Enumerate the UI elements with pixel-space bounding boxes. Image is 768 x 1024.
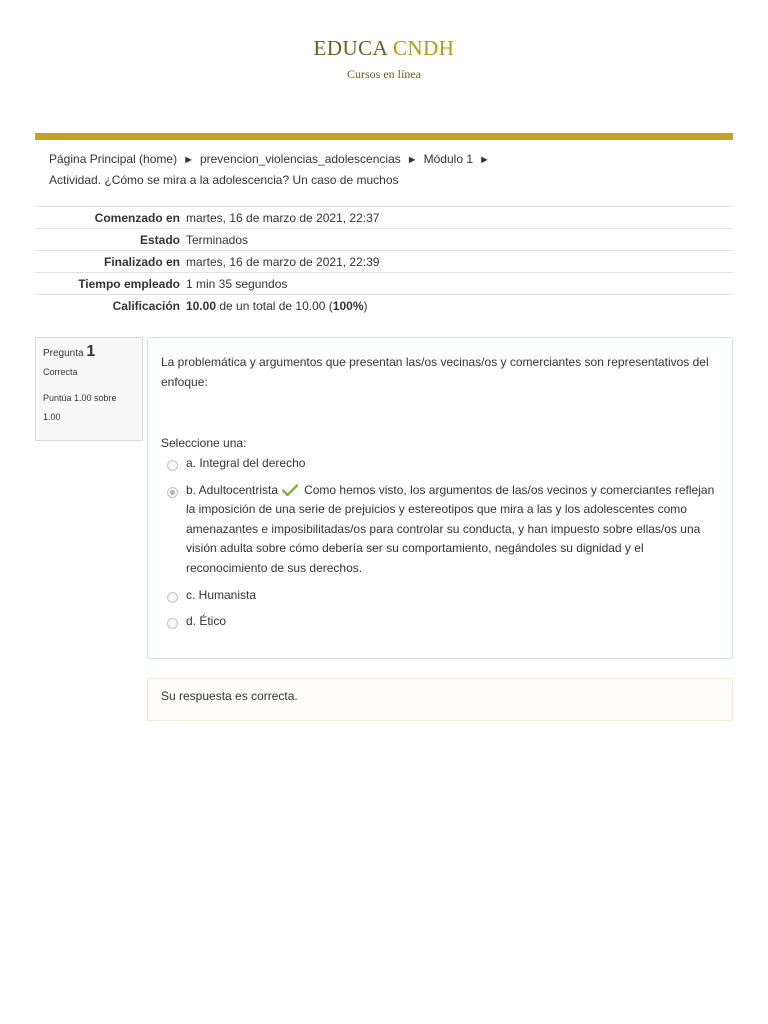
- radio-button[interactable]: [167, 592, 178, 603]
- answer-option-b[interactable]: [161, 481, 719, 579]
- site-header: [0, 0, 768, 134]
- summary-row-state: [35, 229, 733, 251]
- summary-value: 1 min 35 segundos: [186, 276, 288, 291]
- question-grade: Puntúa 1.00 sobre 1.00: [43, 393, 117, 422]
- breadcrumb: [49, 149, 729, 190]
- question-text: La problemática y argumentos que presentan las/os vecinas/os y comerciantes son representativos del enfoque:: [161, 355, 709, 389]
- summary-value: [186, 295, 733, 317]
- check-icon: [282, 484, 298, 496]
- answer-list: [161, 454, 719, 632]
- grade-total: de un total de 10.00 (: [216, 298, 333, 313]
- answer-label: c. Humanista: [186, 587, 257, 602]
- answer-label: b. Adultocentrista: [186, 482, 279, 497]
- question-number-value: 1: [86, 343, 96, 360]
- site-tagline: Cursos en línea: [347, 67, 421, 81]
- answer-label: d. Ético: [186, 614, 227, 629]
- breadcrumb-item-home[interactable]: Página Principal (home): [49, 152, 178, 166]
- summary-value: martes, 16 de marzo de 2021, 22:39: [186, 254, 380, 269]
- breadcrumb-item-activity[interactable]: Actividad. ¿Cómo se mira a la adolescencia? Un caso de muchos: [49, 173, 399, 187]
- radio-button[interactable]: [167, 618, 178, 629]
- summary-value: martes, 16 de marzo de 2021, 22:37: [186, 210, 380, 225]
- brand-educa: EDUCA: [313, 36, 388, 60]
- breadcrumb-separator-icon: ►: [406, 154, 418, 166]
- radio-button-selected[interactable]: [167, 487, 178, 498]
- summary-row-grade: [35, 295, 733, 317]
- answer-option-a[interactable]: [161, 454, 719, 474]
- radio-button[interactable]: [167, 460, 178, 471]
- answer-option-d[interactable]: [161, 612, 719, 632]
- question-info-panel: [35, 337, 143, 441]
- outcome-text: Su respuesta es correcta.: [161, 689, 298, 703]
- answer-outcome-feedback: [147, 678, 733, 721]
- attempt-summary-table: [35, 206, 733, 317]
- grade-percent: 100%: [332, 298, 364, 313]
- answer-option-c[interactable]: [161, 586, 719, 606]
- summary-label: Estado: [139, 232, 180, 247]
- summary-label: Finalizado en: [103, 254, 180, 269]
- header-divider: [35, 133, 733, 140]
- summary-label: Tiempo empleado: [78, 276, 180, 291]
- summary-label: Comenzado en: [94, 210, 180, 225]
- summary-label: Calificación: [112, 298, 180, 313]
- grade-score: 10.00: [186, 298, 217, 313]
- brand-cndh: CNDH: [392, 36, 455, 60]
- breadcrumb-item-course[interactable]: prevencion_violencias_adolescencias: [199, 152, 401, 166]
- summary-value: Terminados: [186, 232, 249, 247]
- breadcrumb-separator-icon: ►: [183, 154, 194, 166]
- site-brand[interactable]: [0, 36, 768, 61]
- answer-feedback: Como hemos visto, los argumentos de las/os vecinos y comerciantes reflejan la imposición de una serie de prejuicios y estereotipos que mira a las y los adolescentes como amenazantes e imposibilitadas/os para controlar su conducta, y han impuesto sobre ellas/os una visión adulta sobre cómo debería ser su comportamiento, negándoles su dignidad y el reconocimiento de sus derechos.: [186, 482, 715, 575]
- question-state: Correcta: [43, 367, 78, 377]
- breadcrumb-item-module[interactable]: Módulo 1: [423, 152, 474, 166]
- answer-label: a. Integral del derecho: [186, 456, 306, 470]
- question-content: [147, 337, 733, 659]
- question-number: [43, 343, 135, 361]
- breadcrumb-separator-icon: ►: [479, 154, 490, 166]
- question-label: Pregunta: [43, 348, 84, 359]
- grade-close: ): [363, 298, 368, 313]
- summary-row-time-taken: [35, 273, 733, 295]
- summary-row-started: [35, 207, 733, 229]
- summary-row-finished: [35, 251, 733, 273]
- answer-prompt: Seleccione una:: [161, 436, 247, 450]
